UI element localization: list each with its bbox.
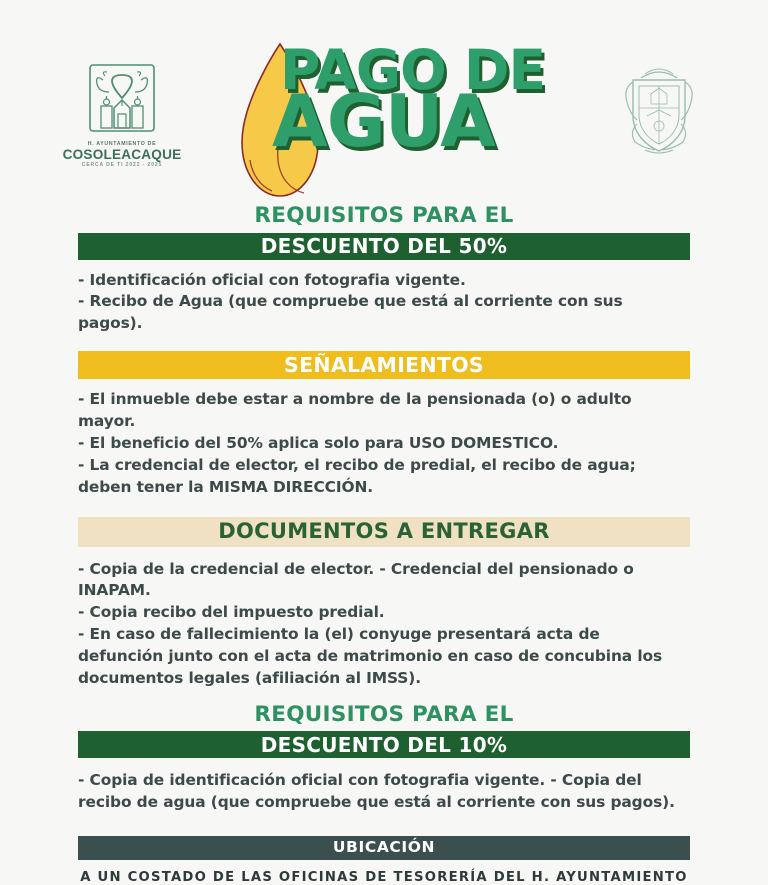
body-line: - Copia de la credencial de elector. - Credencial del pensionado o INAPAM. <box>78 559 634 600</box>
logo-tagline-top: H. AYUNTAMIENTO DE <box>87 141 157 147</box>
section-documentos <box>78 517 690 690</box>
section-subhead: REQUISITOS PARA EL <box>254 203 514 228</box>
section-banner-label: DESCUENTO DEL 10% <box>260 732 508 757</box>
logo-tagline-bottom: CERCA DE TI 2022 - 2025 <box>81 162 163 169</box>
body-line: - Copia recibo del impuesto predial. <box>78 603 385 622</box>
section-banner-label: DOCUMENTOS A ENTREGAR <box>218 519 550 544</box>
body-line: - En caso de fallecimiento la (el) conyuge presentará acta de defunción junto con el acta de matrimonio en caso de concubina los documentos legales (afiliación al IMSS). <box>78 625 663 687</box>
municipality-logo-text <box>63 142 182 168</box>
municipality-logo <box>62 62 182 168</box>
section-subhead: REQUISITOS PARA EL <box>254 701 514 727</box>
body-line: - Recibo de Agua (que compruebe que está al corriente con sus pagos). <box>78 292 623 333</box>
title-line-pago-de: PAGO DE <box>280 38 546 102</box>
title-line-agua: AGUA <box>272 79 495 164</box>
section-banner <box>78 233 690 260</box>
poster-header <box>0 0 768 205</box>
cosoleacaque-crest-icon <box>83 62 161 140</box>
poster-title-block <box>218 24 563 204</box>
poster-title-text <box>272 38 570 164</box>
section-body-list <box>78 559 690 690</box>
section-senalamientos <box>78 351 690 498</box>
section-descuento-10 <box>78 701 690 814</box>
coat-of-arms-icon <box>615 58 703 156</box>
section-descuento-50 <box>78 205 690 335</box>
section-banner-label: DESCUENTO DEL 50% <box>260 234 508 259</box>
section-banner <box>78 731 690 758</box>
body-line: - El inmueble debe estar a nombre de la pensionada (o) o adulto mayor. <box>78 390 632 431</box>
logo-municipality-name: COSOLEACAQUE <box>62 147 182 163</box>
section-body-list <box>78 770 690 814</box>
body-line: - Copia de identificación oficial con fotografia vigente. - Copia del recibo de agua (que compruebe que está al corriente con sus pagos). <box>78 771 675 812</box>
body-line: - El beneficio del 50% aplica solo para USO DOMESTICO. <box>78 433 559 452</box>
section-banner <box>78 836 690 860</box>
section-body-list <box>78 389 690 498</box>
section-banner <box>78 351 690 379</box>
section-body-list <box>78 270 690 336</box>
section-banner <box>78 517 690 547</box>
section-ubicacion <box>78 836 690 885</box>
body-line: - La credencial de elector, el recibo de predial, el recibo de agua; deben tener la MISMA DIRECCIÓN. <box>78 455 636 496</box>
state-seal-logo <box>604 58 714 156</box>
body-line: - Identificación oficial con fotografia vigente. <box>78 270 466 289</box>
location-address: A UN COSTADO DE LAS OFICINAS DE TESORERÍA DEL H. AYUNTAMIENTO <box>80 870 688 885</box>
section-banner-label: UBICACIÓN <box>332 838 436 857</box>
section-banner-label: SEÑALAMIENTOS <box>284 352 484 377</box>
poster-content <box>0 205 768 885</box>
